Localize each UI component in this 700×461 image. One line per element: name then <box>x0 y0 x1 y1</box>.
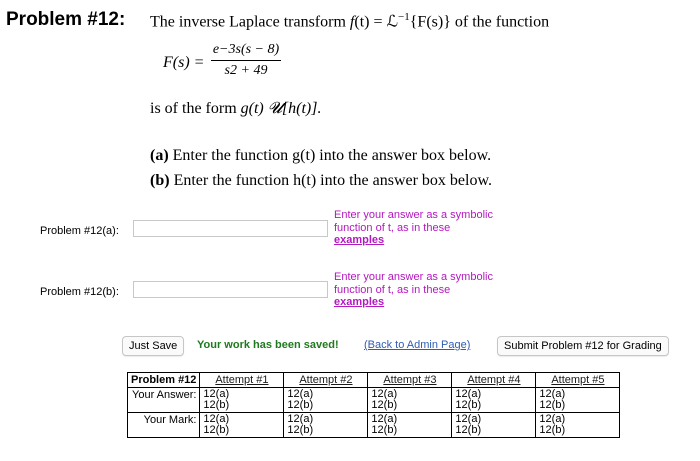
part-a-instruction <box>150 147 491 165</box>
just-save-button[interactable]: Just Save <box>122 336 184 356</box>
your-answer-label: Your Answer: <box>128 388 200 413</box>
attempt-4-link[interactable]: Attempt #4 <box>452 373 536 388</box>
intro-f: f <box>349 13 355 31</box>
cell-a: 12(a) <box>203 388 230 400</box>
cell-a: 12(a) <box>539 413 566 425</box>
answer-b-examples-link[interactable]: examples <box>334 296 385 308</box>
mark-cell <box>452 413 536 438</box>
intro-t: (t) <box>354 13 370 31</box>
equation-lhs: F(s) = <box>163 54 205 71</box>
answer-a-hint-line2: function of t, as in these <box>334 221 451 234</box>
answer-b-hint-line1: Enter your answer as a symbolic <box>334 271 493 283</box>
your-mark-label: Your Mark: <box>128 413 200 438</box>
problem-label: Problem #12: <box>6 9 126 30</box>
saved-message: Your work has been saved! <box>197 339 339 351</box>
cell-b: 12(b) <box>455 399 482 411</box>
form-prefix: is of the form <box>150 100 241 117</box>
equation-numerator: e−3s(s − 8) <box>212 42 280 57</box>
your-mark-row <box>128 413 620 438</box>
back-to-admin-link[interactable]: (Back to Admin Page) <box>364 339 471 351</box>
intro-Fs: {F(s)} of the function <box>409 13 550 31</box>
cell-a: 12(a) <box>371 388 398 400</box>
table-corner: Problem #12 <box>128 373 200 388</box>
cell-b: 12(b) <box>371 399 398 411</box>
cell-b: 12(b) <box>539 399 566 411</box>
answer-cell <box>200 388 284 413</box>
cell-b: 12(b) <box>287 399 314 411</box>
part-a-text: Enter the function g(t) into the answer box below. <box>168 147 492 164</box>
cell-b: 12(b) <box>287 424 314 436</box>
attempt-1-link[interactable]: Attempt #1 <box>200 373 284 388</box>
cell-b: 12(b) <box>203 399 230 411</box>
part-b-label: (b) <box>150 172 170 189</box>
answer-cell <box>368 388 452 413</box>
attempts-header-row <box>128 373 620 388</box>
problem-intro <box>150 11 549 31</box>
cell-a: 12(a) <box>287 388 314 400</box>
attempt-5-link[interactable]: Attempt #5 <box>536 373 620 388</box>
answer-b-hint <box>334 271 493 309</box>
mark-cell <box>200 413 284 438</box>
form-statement <box>150 100 322 118</box>
cell-a: 12(a) <box>539 388 566 400</box>
answer-cell <box>452 388 536 413</box>
form-expression: g(t) 𝓤[h(t)]. <box>240 100 322 117</box>
your-answer-row <box>128 388 620 413</box>
part-b-instruction <box>150 172 492 190</box>
cell-a: 12(a) <box>203 413 230 425</box>
intro-eq: = ℒ <box>369 13 399 31</box>
equation-denominator: s2 + 49 <box>224 63 268 78</box>
answer-cell <box>536 388 620 413</box>
answer-b-hint-line2: function of t, as in these <box>334 283 451 296</box>
fraction-bar <box>211 60 281 61</box>
cell-b: 12(b) <box>371 424 398 436</box>
cell-b: 12(b) <box>455 424 482 436</box>
part-a-label: (a) <box>150 147 169 164</box>
answer-a-hint <box>334 209 493 247</box>
attempt-2-link[interactable]: Attempt #2 <box>284 373 368 388</box>
mark-cell <box>536 413 620 438</box>
answer-a-examples-link[interactable]: examples <box>334 234 385 246</box>
answer-b-input[interactable] <box>133 281 328 298</box>
mark-cell <box>284 413 368 438</box>
intro-prefix: The inverse Laplace transform <box>150 13 350 31</box>
equation-fraction <box>211 42 281 79</box>
intro-sup: −1 <box>398 11 410 23</box>
attempts-table <box>127 372 620 438</box>
cell-a: 12(a) <box>455 388 482 400</box>
mark-cell <box>368 413 452 438</box>
answer-a-label: Problem #12(a): <box>40 225 119 237</box>
submit-button[interactable]: Submit Problem #12 for Grading <box>497 336 669 356</box>
answer-b-label: Problem #12(b): <box>40 286 119 298</box>
answer-a-input[interactable] <box>133 220 328 237</box>
answer-a-hint-line1: Enter your answer as a symbolic <box>334 209 493 221</box>
cell-a: 12(a) <box>371 413 398 425</box>
cell-a: 12(a) <box>287 413 314 425</box>
part-b-text: Enter the function h(t) into the answer box below. <box>169 172 492 189</box>
answer-cell <box>284 388 368 413</box>
cell-b: 12(b) <box>539 424 566 436</box>
cell-b: 12(b) <box>203 424 230 436</box>
attempt-3-link[interactable]: Attempt #3 <box>368 373 452 388</box>
cell-a: 12(a) <box>455 413 482 425</box>
